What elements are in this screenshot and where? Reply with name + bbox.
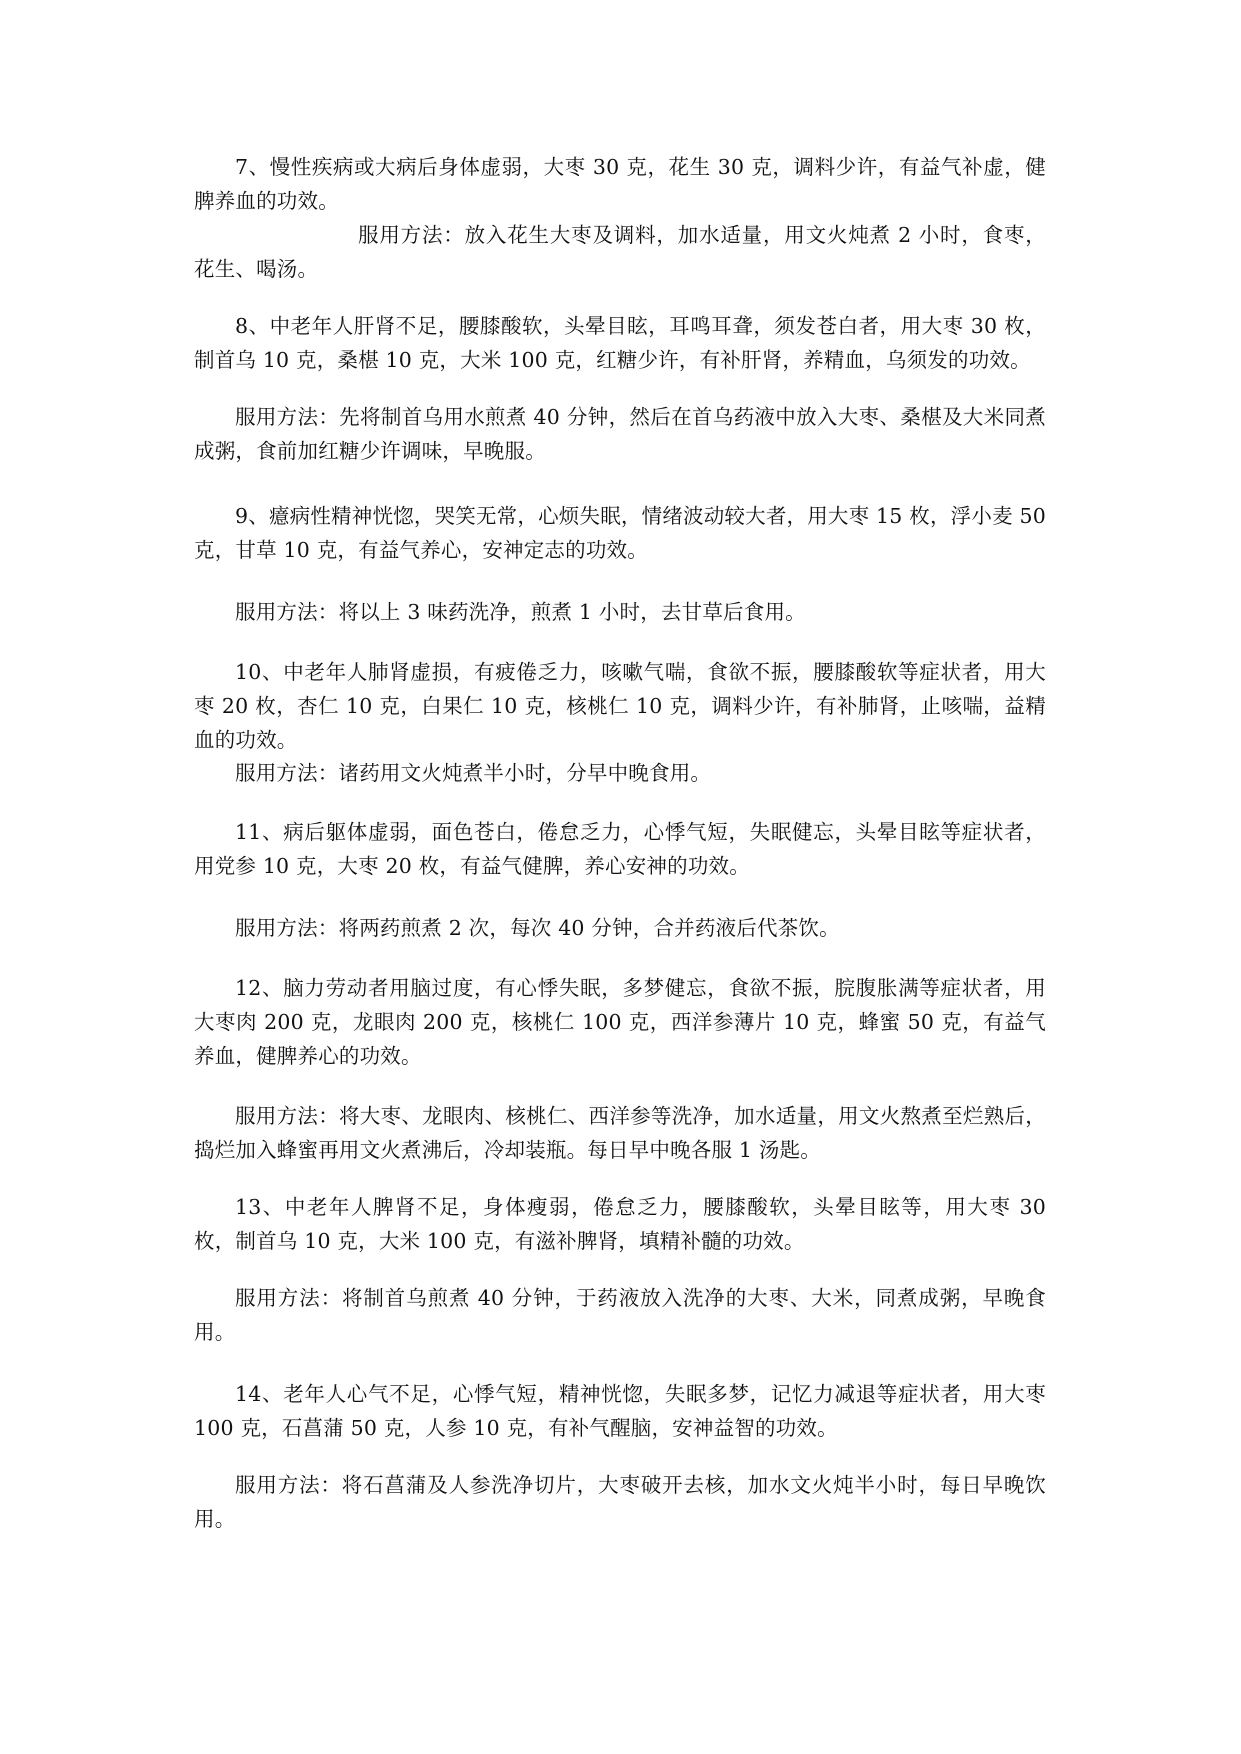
remedy-12-paragraph: 12、脑力劳动者用脑过度，有心悸失眠，多梦健忘，食欲不振，脘腹胀满等症状者，用大枣肉 200 克，龙眼肉 200 克，核桃仁 100 克，西洋参薄片 10 克，蜂蜜 50 克，有益气养血，健脾养心的功效。 [194, 976, 1046, 1068]
remedy-11-usage-paragraph: 服用方法：将两药煎煮 2 次，每次 40 分钟，合并药液后代茶饮。 [235, 916, 840, 940]
remedy-14-usage-paragraph: 服用方法：将石菖蒲及人参洗净切片，大枣破开去核，加水文火炖半小时，每日早晚饮用。 [194, 1473, 1046, 1531]
remedy-13-usage-paragraph: 服用方法：将制首乌煎煮 40 分钟，于药液放入洗净的大枣、大米，同煮成粥，早晚食用。 [194, 1286, 1046, 1344]
remedy-14-paragraph: 14、老年人心气不足，心悸气短，精神恍惚，失眠多梦，记忆力减退等症状者，用大枣 100 克，石菖蒲 50 克，人参 10 克，有补气醒脑，安神益智的功效。 [194, 1382, 1046, 1440]
remedy-9-usage-paragraph: 服用方法：将以上 3 味药洗净，煎煮 1 小时，去甘草后食用。 [235, 600, 806, 624]
remedy-8-paragraph: 8、中老年人肝肾不足，腰膝酸软，头晕目眩，耳鸣耳聋，须发苍白者，用大枣 30 枚，制首乌 10 克，桑椹 10 克，大米 100 克，红糖少许，有补肝肾，养精血，乌须发的功效。 [194, 314, 1046, 372]
remedy-13-paragraph: 13、中老年人脾肾不足，身体瘦弱，倦怠乏力，腰膝酸软，头晕目眩等，用大枣 30 枚，制首乌 10 克，大米 100 克，有滋补脾肾，填精补髓的功效。 [194, 1195, 1046, 1253]
remedy-10-paragraph: 10、中老年人肺肾虚损，有疲倦乏力，咳嗽气喘，食欲不振，腰膝酸软等症状者，用大枣 20 枚，杏仁 10 克，白果仁 10 克，核桃仁 10 克，调料少许，有补肺肾，止咳喘，益精血的功效。 [194, 660, 1046, 752]
remedy-7-paragraph: 7、慢性疾病或大病后身体虚弱，大枣 30 克，花生 30 克，调料少许，有益气补虚，健脾养血的功效。 [194, 155, 1046, 213]
remedy-7-usage-paragraph: 服用方法：放入花生大枣及调料，加水适量，用文火炖煮 2 小时，食枣，花生、喝汤。 [194, 223, 1046, 281]
remedy-8-usage-paragraph: 服用方法：先将制首乌用水煎煮 40 分钟，然后在首乌药液中放入大枣、桑椹及大米同煮成粥，食前加红糖少许调味，早晚服。 [194, 405, 1046, 463]
remedy-10-usage-paragraph: 服用方法：诸药用文火炖煮半小时，分早中晚食用。 [235, 761, 712, 785]
remedy-12-usage-paragraph: 服用方法：将大枣、龙眼肉、核桃仁、西洋参等洗净，加水适量，用文火熬煮至烂熟后，捣烂加入蜂蜜再用文火煮沸后，冷却装瓶。每日早中晚各服 1 汤匙。 [194, 1104, 1046, 1162]
remedy-9-paragraph: 9、癔病性精神恍惚，哭笑无常，心烦失眠，情绪波动较大者，用大枣 15 枚，浮小麦 50 克，甘草 10 克，有益气养心，安神定志的功效。 [194, 504, 1046, 562]
remedy-11-paragraph: 11、病后躯体虚弱，面色苍白，倦怠乏力，心悸气短，失眠健忘，头晕目眩等症状者，用党参 10 克，大枣 20 枚，有益气健脾，养心安神的功效。 [194, 820, 1046, 878]
